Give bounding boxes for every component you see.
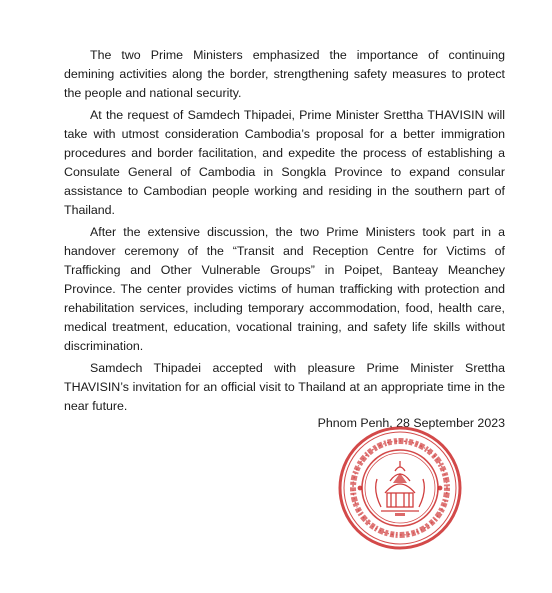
paragraph-handover-ceremony: After the extensive discussion, the two Prime Ministers took part in a handover ceremony of the “Transit and Reception Centre for Victims of Trafficking and Other Vulnerable Groups” in Poipet, Banteay Meanchey Province. The center provides victims of human trafficking with protection and rehabilitation services, including temporary accommodation, food, health care, medical treatment, education, vocational training, and safety life skills without discrimination.: [64, 225, 505, 353]
paragraph-consulate: At the request of Samdech Thipadei, Prime Minister Srettha THAVISIN will take with utmost consideration Cambodia’s proposal for a better immigration procedures and border facilitation, and expedite the process of establishing a Consulate General of Cambodia in Songkla Province to expand consular assistance to Cambodian people working and residing in the southern part of Thailand.: [64, 108, 505, 217]
paragraph-invitation: Samdech Thipadei accepted with pleasure Prime Minister Srettha THAVISIN’s invitation for an official visit to Thailand at an appropriate time in the near future.: [64, 361, 505, 413]
official-seal-icon: [335, 423, 465, 553]
document-body: [64, 46, 505, 416]
place-date-line: Phnom Penh, 28 September 2023: [317, 416, 505, 430]
paragraph-demining: The two Prime Ministers emphasized the importance of continuing demining activities along the border, strengthening safety measures to protect the people and national security.: [64, 48, 505, 100]
